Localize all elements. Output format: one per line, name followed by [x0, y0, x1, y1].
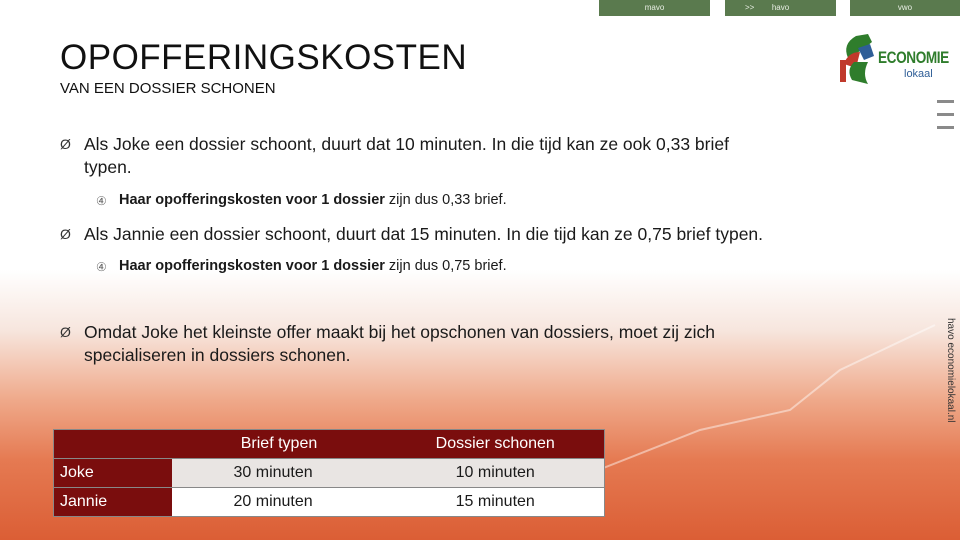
table-header-brief-typen: Brief typen [240, 435, 318, 452]
bullet-3-line-1: Omdat Joke het kleinste offer maakt bij het opschonen van dossiers, moet zij zich [84, 322, 715, 342]
economie-lokaal-logo [838, 22, 949, 92]
bullet-3-line-2: specialiseren in dossiers schonen. [84, 345, 351, 365]
bullet-2-subpoint-rest: zijn dus 0,75 brief. [384, 258, 507, 274]
bullet-1-line-1: Als Joke een dossier schoont, duurt dat 10 minuten. In die tijd kan ze ook 0,33 brief [84, 134, 729, 154]
time-comparison-table [53, 429, 605, 517]
side-menu-bar [937, 126, 954, 129]
table-header-empty [54, 430, 172, 459]
table-cell: 30 minuten [233, 464, 313, 481]
sub-bullet-marker: ④ [96, 194, 107, 208]
bullet-1-subpoint-bold: Haar opofferingskosten voor 1 dossier [119, 192, 385, 208]
tab-mavo-label: mavo [644, 3, 665, 12]
bullet-1-line-2: typen. [84, 157, 132, 177]
side-menu-bar [937, 113, 954, 116]
table-cell: 10 minuten [455, 464, 535, 481]
table-cell: 15 minuten [455, 493, 535, 510]
logo-text-economie: ECONOMIE [878, 48, 949, 67]
slide-subtitle: VAN EEN DOSSIER SCHONEN [60, 80, 276, 97]
table-row-label: Joke [54, 459, 172, 488]
table-row [54, 488, 605, 517]
tab-vwo-label: vwo [897, 3, 913, 12]
bullet-1-subpoint-rest: zijn dus 0,33 brief. [384, 192, 507, 208]
table-row-label: Jannie [54, 488, 172, 517]
slide-title: OPOFFERINGSKOSTEN [60, 38, 468, 77]
sub-bullet-marker: ④ [96, 260, 107, 274]
tab-havo-arrow: >> [745, 3, 755, 12]
side-website-label: havo economielokaal.nl [945, 318, 956, 423]
bullet-2-subpoint [119, 258, 507, 274]
side-menu-bar [937, 100, 954, 103]
table-header-row [54, 430, 605, 459]
table-row [54, 459, 605, 488]
bullet-2-subpoint-bold: Haar opofferingskosten voor 1 dossier [119, 258, 385, 274]
bullet-marker: Ø [60, 136, 71, 152]
tab-havo-label: havo [771, 3, 790, 12]
side-menu-icon[interactable] [937, 100, 954, 139]
bullet-marker: Ø [60, 226, 71, 242]
table-cell: 20 minuten [233, 493, 313, 510]
bullet-marker: Ø [60, 324, 71, 340]
table-header-dossier-schonen: Dossier schonen [435, 435, 555, 452]
bullet-1-subpoint [119, 192, 507, 208]
logo-text-lokaal: lokaal [904, 68, 933, 80]
bullet-2-line: Als Jannie een dossier schoont, duurt dat 15 minuten. In die tijd kan ze 0,75 brief typen. [84, 224, 764, 244]
